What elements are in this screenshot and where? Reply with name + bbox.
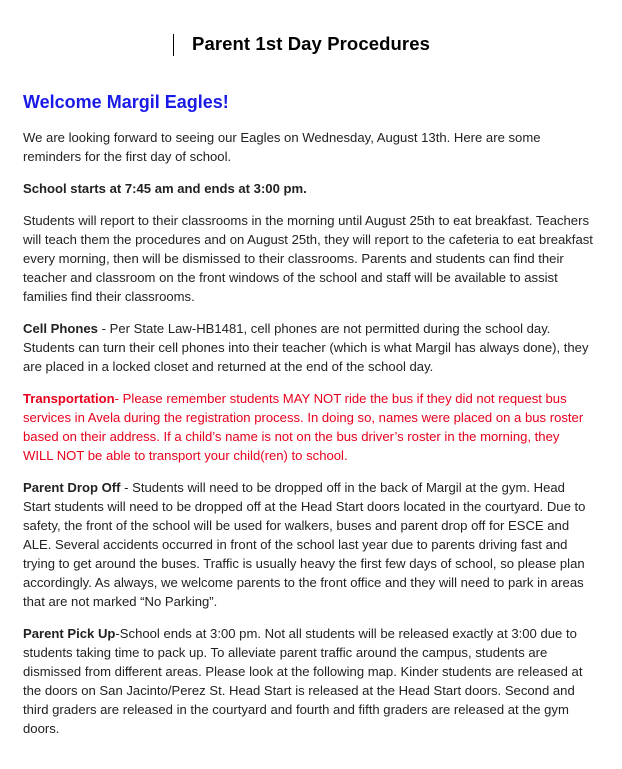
transportation-text: - Please remember students MAY NOT ride the bus if they did not request bus services in Avela during the registration process. In doing so, names were placed on a bus roster based on their address. If a child’s name is not on the bus driver’s roster in the morning, they WILL NOT be able to transport your child(ren) to school.	[23, 391, 584, 463]
transportation-heading: Transportation	[23, 391, 115, 406]
pick-up-heading: Parent Pick Up	[23, 626, 116, 641]
document-body	[23, 128, 593, 751]
breakfast-paragraph: Students will report to their classrooms in the morning until August 25th to eat breakfast. Teachers will teach them the procedures and on August 25th, they will report to the cafeteria to eat breakfast every morning, then will be dismissed to their classrooms. Parents and students can find their teacher and classroom on the front windows of the school and staff will be available to assist families find their classrooms.	[23, 213, 593, 304]
cell-phones-text: - Per State Law-HB1481, cell phones are not permitted during the school day. Students can turn their cell phones into their teacher (which is what Margil has always done), they are placed in a locked closet and returned at the end of the school day.	[23, 321, 589, 374]
page-title: Parent 1st Day Procedures	[192, 33, 430, 54]
welcome-heading: Welcome Margil Eagles!	[23, 92, 229, 112]
intro-paragraph: We are looking forward to seeing our Eagles on Wednesday, August 13th. Here are some reminders for the first day of school.	[23, 130, 541, 164]
transportation-paragraph	[23, 389, 593, 465]
cell-phones-paragraph	[23, 319, 593, 376]
pick-up-paragraph	[23, 624, 593, 738]
drop-off-paragraph	[23, 478, 593, 611]
school-hours-text: School starts at 7:45 am and ends at 3:00 pm.	[23, 181, 307, 196]
drop-off-text: - Students will need to be dropped off in the back of Margil at the gym. Head Start students will need to be dropped off at the Head Start doors located in the courtyard. Due to safety, the front of the school will be used for walkers, buses and parent drop off for ESCE and ALE. Several accidents occurred in front of the school last year due to parents driving fast and trying to get around the buses. Traffic is usually heavy the first few days of school, so please plan accordingly. As always, we welcome parents to the front office and they will need to park in areas that are not marked “No Parking”.	[23, 480, 586, 609]
pick-up-text: -School ends at 3:00 pm. Not all students will be released exactly at 3:00 due to students taking time to pack up. To alleviate parent traffic around the campus, students are dismissed from different areas. Please look at the following map. Kinder students are released at the doors on San Jacinto/Perez St. Head Start is released at the Head Start doors. Second and third graders are released in the courtyard and fourth and fifth graders are released at the gym doors.	[23, 626, 583, 736]
drop-off-heading: Parent Drop Off	[23, 480, 121, 495]
cell-phones-heading: Cell Phones	[23, 321, 98, 336]
school-hours-paragraph	[23, 179, 593, 198]
